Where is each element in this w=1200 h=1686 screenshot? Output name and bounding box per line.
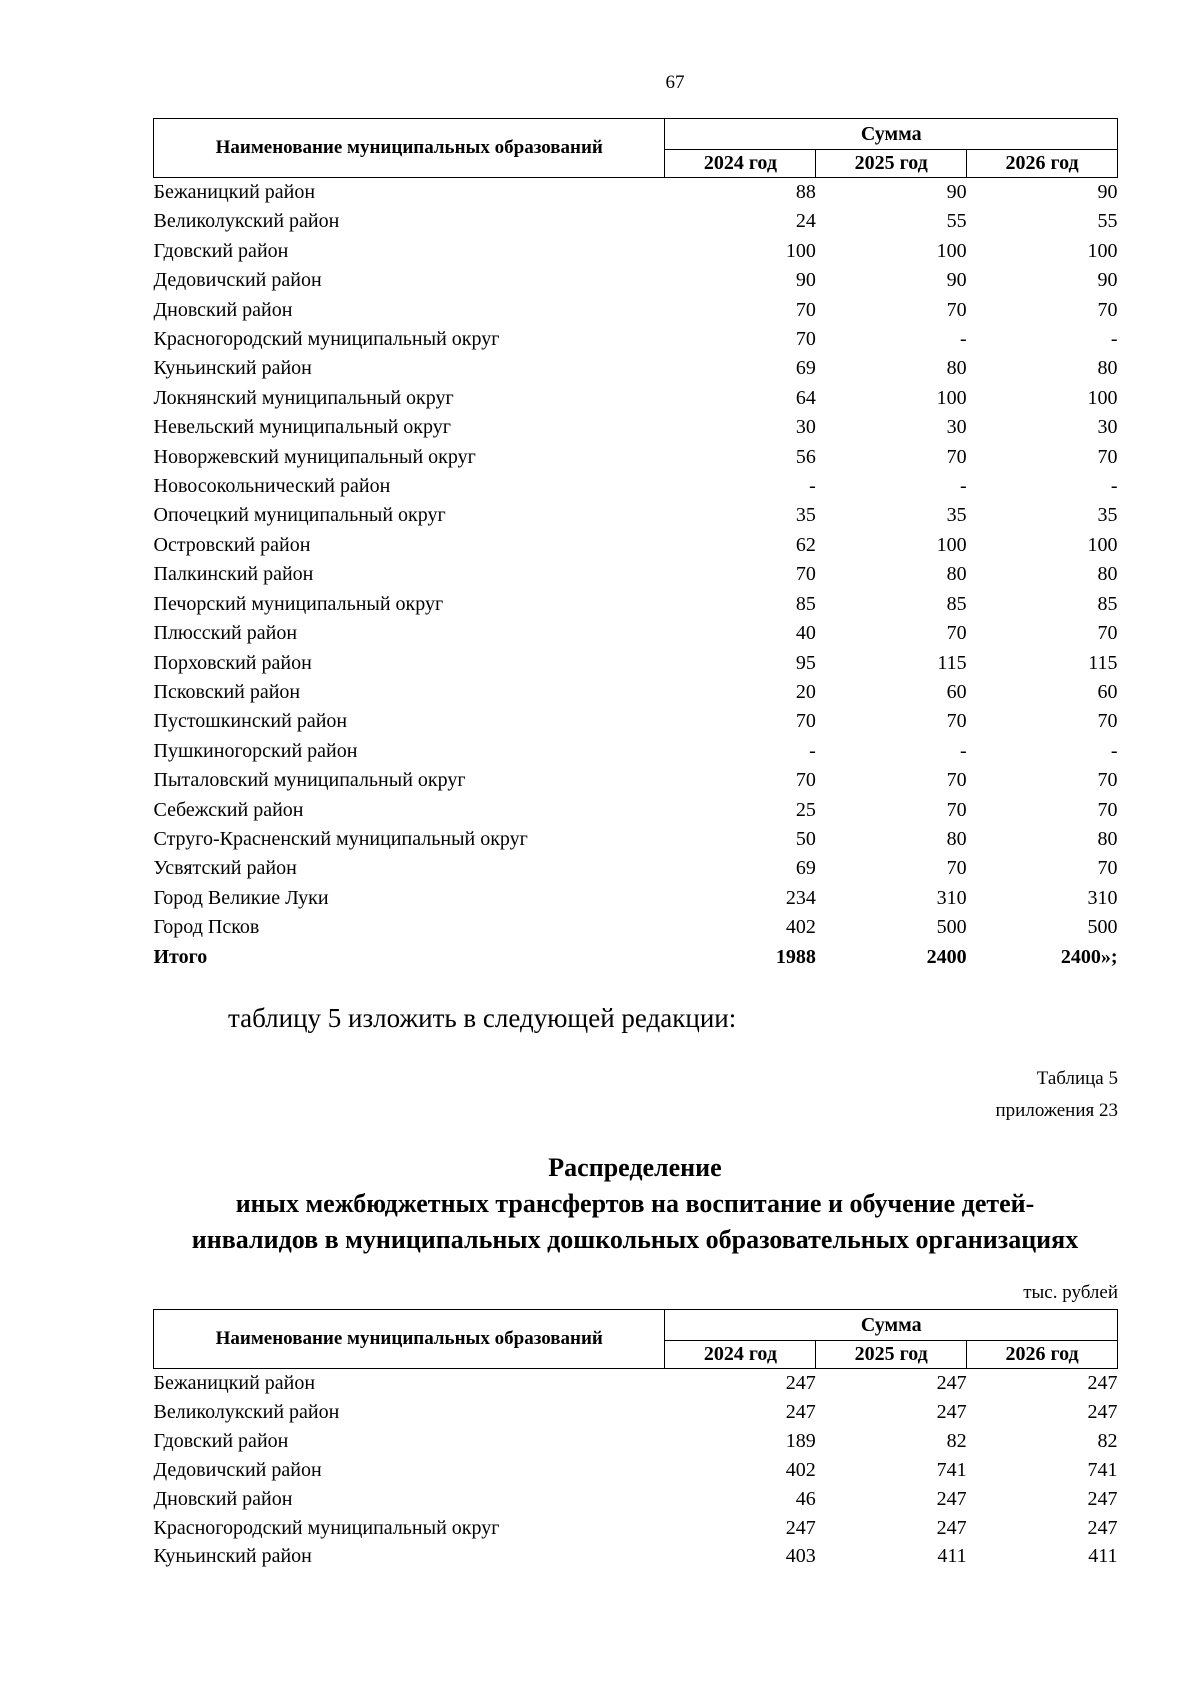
municipality-name: Островский район [153, 533, 311, 556]
amount-2024: 247 [785, 1400, 816, 1423]
table-row [154, 207, 1118, 236]
amount-2024: 234 [785, 886, 816, 909]
amount-2025: 100 [936, 239, 967, 262]
table-row [154, 178, 1118, 208]
amount-2025: 310 [936, 886, 967, 909]
municipality-name: Псковский район [153, 680, 301, 703]
year-header-2025: 2025 год [816, 150, 967, 178]
amount-2024: 70 [795, 328, 816, 351]
amount-2026: 55 [1097, 210, 1118, 233]
amount-2026: 30 [1097, 416, 1118, 439]
municipality-name: Себежский район [153, 798, 304, 821]
amount-2024: 62 [795, 533, 816, 556]
amount-2025: 90 [946, 181, 967, 203]
amount-2025: 90 [946, 269, 967, 292]
table-row [154, 237, 1118, 266]
amount-2025: 741 [936, 1458, 967, 1481]
table-row [154, 472, 1118, 501]
amount-2026: 85 [1097, 592, 1118, 615]
amount-2026: 80 [1097, 357, 1118, 380]
amount-2025: 70 [946, 298, 967, 321]
municipality-name: Палкинский район [153, 563, 314, 586]
amount-2025: 55 [946, 210, 967, 233]
amount-2025: 80 [946, 357, 967, 380]
amount-2025: 70 [946, 710, 967, 733]
municipality-name: Красногородский муниципальный округ [153, 328, 500, 351]
table-row [154, 1398, 1118, 1427]
amount-2026: - [1110, 475, 1118, 498]
name-column-header: Наименование муниципальных образований [154, 119, 665, 178]
amount-2025: 247 [936, 1487, 967, 1510]
sum-column-header: Сумма [665, 119, 1118, 150]
amount-2024: 25 [795, 798, 816, 821]
amount-2026: 100 [1087, 239, 1118, 262]
heading-line-3: инвалидов в муниципальных дошкольных образовательных организациях [191, 1225, 1079, 1254]
amount-2024: 403 [785, 1545, 816, 1568]
amount-2025: 100 [936, 533, 967, 556]
table-row [154, 531, 1118, 560]
table-row [154, 296, 1118, 325]
amount-2025: - [959, 475, 967, 498]
amount-2025: 411 [937, 1545, 967, 1568]
amount-2026: 70 [1097, 798, 1118, 821]
amount-2025: 247 [936, 1372, 967, 1394]
municipality-name: Дновский район [153, 1487, 293, 1510]
municipality-name: Печорский муниципальный округ [153, 592, 444, 615]
amount-2025: 70 [946, 769, 967, 792]
amount-2024: 402 [785, 1458, 816, 1481]
table-row [154, 1542, 1118, 1571]
table-row [154, 560, 1118, 589]
instruction-text: таблицу 5 изложить в следующей редакции: [228, 1003, 737, 1033]
table-row [154, 384, 1118, 413]
amount-2026: 411 [1088, 1545, 1118, 1568]
table-row [154, 678, 1118, 707]
amount-2024: 247 [785, 1372, 816, 1394]
amount-2024: 85 [795, 592, 816, 615]
amount-2026: 310 [1087, 886, 1118, 909]
amount-2024: 24 [795, 210, 816, 233]
table-row [154, 1369, 1118, 1398]
table-body [154, 178, 1118, 972]
municipality-name: Бежаницкий район [153, 1372, 316, 1394]
table-row [154, 443, 1118, 472]
municipality-name: Город Псков [153, 916, 260, 939]
amount-2026: 741 [1087, 1458, 1118, 1481]
municipality-name: Усвятский район [153, 857, 297, 880]
municipality-name: Пушкиногорский район [153, 739, 358, 762]
distribution-table-top [153, 118, 1118, 972]
table-row [154, 1485, 1118, 1514]
municipality-name: Куньинский район [153, 1545, 312, 1568]
amount-2024: 189 [785, 1429, 816, 1452]
amount-2024: 64 [795, 386, 816, 409]
table-row [154, 1514, 1118, 1543]
amount-2024: - [809, 739, 816, 762]
municipality-name: Дедовичский район [153, 269, 322, 292]
amount-2026: 247 [1087, 1487, 1118, 1510]
table-row [154, 1427, 1118, 1456]
table-label [996, 1063, 1118, 1127]
amount-2024: 35 [795, 504, 816, 527]
amount-2024: 100 [785, 239, 816, 262]
table-row [154, 825, 1118, 854]
table-label-appendix: приложения 23 [995, 1100, 1118, 1121]
amount-2025: 82 [946, 1429, 967, 1452]
municipality-name: Пыталовский муниципальный округ [153, 769, 466, 792]
amount-2024: 70 [795, 710, 816, 733]
page-number: 67 [665, 72, 685, 93]
amount-2024: 95 [795, 651, 816, 674]
amount-2025: 80 [946, 827, 967, 850]
table-body [154, 1369, 1118, 1572]
amount-2026: 60 [1097, 680, 1118, 703]
table-row [154, 766, 1118, 795]
total-2026: 2400»; [1060, 945, 1118, 968]
year-header-2026: 2026 год [967, 150, 1118, 178]
table-row [154, 354, 1118, 383]
municipality-name: Невельский муниципальный округ [153, 416, 451, 439]
amount-2026: 70 [1097, 857, 1118, 880]
table-row [154, 884, 1118, 913]
year-header-2024: 2024 год [665, 150, 816, 178]
table-row [154, 266, 1118, 295]
amount-2025: 115 [937, 651, 967, 674]
amount-2025: - [959, 739, 967, 762]
amount-2025: 500 [936, 916, 967, 939]
municipality-name: Новосокольнический район [153, 475, 391, 498]
amount-2024: 56 [795, 445, 816, 468]
year-header-2024: 2024 год [665, 1341, 816, 1369]
amount-2026: 90 [1097, 269, 1118, 292]
total-row [154, 943, 1118, 972]
amount-2026: 90 [1097, 181, 1118, 203]
amount-2025: 247 [936, 1516, 967, 1539]
municipality-name: Бежаницкий район [153, 181, 316, 203]
amount-2026: 100 [1087, 386, 1118, 409]
table-row [154, 325, 1118, 354]
table-row [154, 1456, 1118, 1485]
amount-2024: 70 [795, 563, 816, 586]
table-row [154, 707, 1118, 736]
name-column-header: Наименование муниципальных образований [154, 1310, 665, 1369]
table-row [154, 501, 1118, 530]
amount-2024: 247 [785, 1516, 816, 1539]
heading-line-1: Распределение [548, 1153, 722, 1182]
amount-2026: 247 [1087, 1400, 1118, 1423]
distribution-table-bottom [153, 1309, 1118, 1571]
municipality-name: Струго-Красненский муниципальный округ [153, 827, 528, 850]
amount-2024: 30 [795, 416, 816, 439]
amount-2024: 40 [795, 622, 816, 645]
table-row [154, 649, 1118, 678]
amount-2026: - [1110, 739, 1118, 762]
amount-2024: - [809, 475, 816, 498]
amount-2025: 30 [946, 416, 967, 439]
municipality-name: Новоржевский муниципальный округ [153, 445, 476, 468]
amount-2026: 100 [1087, 533, 1118, 556]
amount-2025: 35 [946, 504, 967, 527]
amount-2026: 70 [1097, 710, 1118, 733]
amount-2026: 80 [1097, 827, 1118, 850]
table-row [154, 590, 1118, 619]
municipality-name: Пустошкинский район [153, 710, 348, 733]
table-row [154, 619, 1118, 648]
year-header-2026: 2026 год [967, 1341, 1118, 1369]
amount-2024: 70 [795, 298, 816, 321]
heading-line-2: иных межбюджетных трансфертов на воспитание и обучение детей- [235, 1189, 1035, 1218]
amount-2024: 90 [795, 269, 816, 292]
amount-2025: 70 [946, 445, 967, 468]
amount-2026: 115 [1088, 651, 1118, 674]
municipality-name: Великолукский район [153, 1400, 340, 1423]
amount-2024: 46 [795, 1487, 816, 1510]
amount-2025: 80 [946, 563, 967, 586]
amount-2025: 100 [936, 386, 967, 409]
amount-2025: - [959, 328, 967, 351]
amount-2024: 69 [795, 857, 816, 880]
table-row [154, 796, 1118, 825]
total-2025: 2400 [926, 945, 967, 968]
table-row [154, 737, 1118, 766]
municipality-name: Плюсский район [153, 622, 298, 645]
municipality-name: Гдовский район [153, 1429, 289, 1452]
municipality-name: Гдовский район [153, 239, 289, 262]
amount-2025: 70 [946, 622, 967, 645]
table-row [154, 854, 1118, 883]
amount-2026: 247 [1087, 1516, 1118, 1539]
amount-2024: 50 [795, 827, 816, 850]
amount-2024: 70 [795, 769, 816, 792]
municipality-name: Город Великие Луки [153, 886, 329, 909]
amount-2024: 20 [795, 680, 816, 703]
amount-2025: 247 [936, 1400, 967, 1423]
total-2024: 1988 [775, 945, 816, 968]
municipality-name: Дновский район [153, 298, 293, 321]
amount-2026: 35 [1097, 504, 1118, 527]
table-label-number: Таблица 5 [1036, 1068, 1118, 1089]
municipality-name: Опочецкий муниципальный округ [153, 504, 446, 527]
amount-2025: 85 [946, 592, 967, 615]
amount-2026: - [1110, 328, 1118, 351]
year-header-2025: 2025 год [816, 1341, 967, 1369]
amount-2026: 70 [1097, 622, 1118, 645]
sum-column-header: Сумма [665, 1310, 1118, 1341]
municipality-name: Порховский район [153, 651, 312, 674]
amount-2026: 70 [1097, 298, 1118, 321]
amount-2026: 70 [1097, 445, 1118, 468]
table-row [154, 413, 1118, 442]
municipality-name: Локнянский муниципальный округ [153, 386, 454, 409]
unit-label: тыс. рублей [1023, 1282, 1118, 1303]
amount-2024: 69 [795, 357, 816, 380]
table-row [154, 913, 1118, 942]
amount-2024: 402 [785, 916, 816, 939]
amount-2025: 70 [946, 857, 967, 880]
amount-2025: 60 [946, 680, 967, 703]
amount-2025: 70 [946, 798, 967, 821]
municipality-name: Дедовичский район [153, 1458, 322, 1481]
table-heading [150, 1150, 1120, 1258]
amount-2026: 80 [1097, 563, 1118, 586]
municipality-name: Великолукский район [153, 210, 340, 233]
amount-2024: 88 [795, 181, 816, 203]
amount-2026: 82 [1097, 1429, 1118, 1452]
total-label: Итого [153, 945, 208, 968]
amount-2026: 70 [1097, 769, 1118, 792]
amount-2026: 500 [1087, 916, 1118, 939]
municipality-name: Куньинский район [153, 357, 312, 380]
amount-2026: 247 [1087, 1372, 1118, 1394]
municipality-name: Красногородский муниципальный округ [153, 1516, 500, 1539]
